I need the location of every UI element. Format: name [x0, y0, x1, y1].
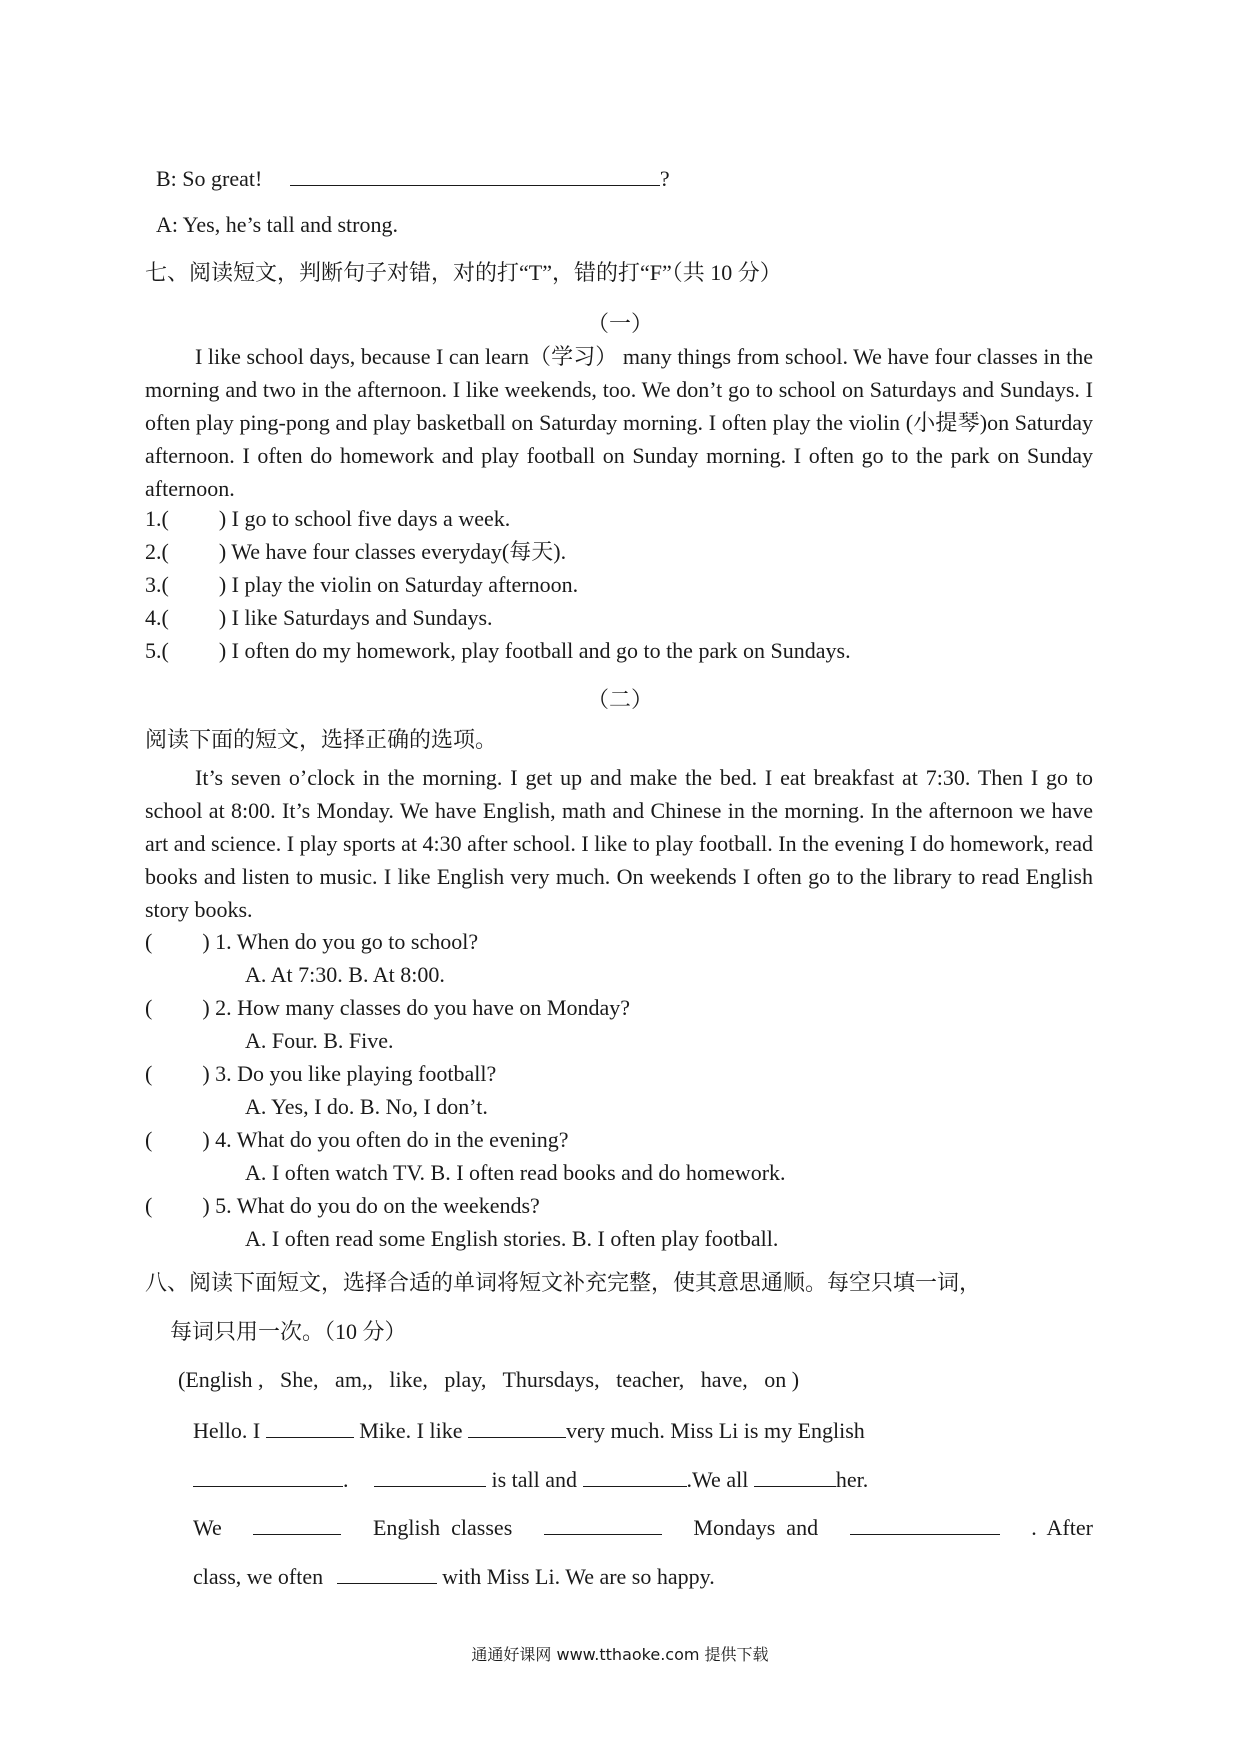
- question-paren: (: [145, 929, 153, 954]
- question-row: [145, 995, 630, 1021]
- cloze-blank[interactable]: [193, 1464, 343, 1487]
- dialog-b-text: B: So great!: [156, 166, 263, 191]
- question-row: [145, 1061, 496, 1087]
- cloze-text: Hello. I: [193, 1418, 261, 1443]
- cloze-line-2: [193, 1464, 868, 1493]
- item-number: 2.(: [145, 539, 169, 564]
- question-options: A. At 7:30. B. At 8:00.: [245, 962, 445, 987]
- list-item: [145, 638, 851, 664]
- question-options: A. I often watch TV. B. I often read books and do homework.: [245, 1160, 786, 1185]
- question-options: A. Yes, I do. B. No, I don’t.: [245, 1094, 488, 1119]
- cloze-text: .We all: [686, 1467, 749, 1492]
- question-text: ) 5. What do you do on the weekends?: [202, 1193, 540, 1218]
- item-text: ) We have four classes everyday(每天).: [218, 539, 567, 564]
- item-text: ) I go to school five days a week.: [218, 506, 511, 531]
- list-item: [145, 572, 578, 598]
- cloze-blank[interactable]: [266, 1415, 354, 1438]
- section8-heading-cont: 每词只用一次。（10 分）: [170, 1319, 407, 1344]
- item-number: 1.(: [145, 506, 169, 531]
- cloze-text: class, we often: [193, 1564, 324, 1589]
- part2-title: （二）: [586, 687, 653, 712]
- part1-title: （一）: [586, 311, 653, 336]
- cloze-text: Mondays and: [693, 1515, 819, 1540]
- question-text: ) 4. What do you often do in the evening?: [202, 1127, 569, 1152]
- item-number: 3.(: [145, 572, 169, 597]
- question-options: A. I often read some English stories. B. I often play football.: [245, 1226, 779, 1251]
- cloze-line-3: [193, 1512, 1093, 1541]
- question-paren: (: [145, 1127, 153, 1152]
- cloze-blank[interactable]: [544, 1512, 662, 1535]
- dialog-a-line: A: Yes, he’s tall and strong.: [156, 212, 398, 237]
- question-paren: (: [145, 1061, 153, 1086]
- cloze-text: English classes: [372, 1515, 513, 1540]
- cloze-text: Mike. I like: [359, 1418, 463, 1443]
- list-item: [145, 539, 566, 565]
- question-row: [145, 1193, 540, 1219]
- item-number: 4.(: [145, 605, 169, 630]
- word-bank: (English , She, am,, like, play, Thursdays, teacher, have, on ): [178, 1367, 800, 1392]
- question-options: A. Four. B. Five.: [245, 1028, 394, 1053]
- cloze-text: . After: [1031, 1515, 1093, 1540]
- item-text: ) I often do my homework, play football and go to the park on Sundays.: [218, 638, 851, 663]
- cloze-line-4: [193, 1561, 715, 1590]
- cloze-text: We: [193, 1515, 222, 1540]
- cloze-blank[interactable]: [583, 1464, 687, 1487]
- cloze-line-1: [193, 1415, 865, 1444]
- question-row: [145, 1127, 569, 1153]
- question-text: ) 3. Do you like playing football?: [202, 1061, 497, 1086]
- cloze-text: very much. Miss Li is my English: [565, 1418, 865, 1443]
- cloze-text: her.: [835, 1467, 869, 1492]
- cloze-blank[interactable]: [850, 1512, 1000, 1535]
- footer-source: 通通好课网 www.tthaoke.com 提供下载: [471, 1645, 769, 1664]
- cloze-text: with Miss Li. We are so happy.: [442, 1564, 715, 1589]
- section8-heading: 八、阅读下面短文，选择合适的单词将短文补充完整，使其意思通顺。每空只填一词，: [145, 1270, 982, 1295]
- cloze-blank[interactable]: [374, 1464, 486, 1487]
- cloze-blank[interactable]: [754, 1464, 836, 1487]
- part2-instruction: 阅读下面的短文，选择正确的选项。: [145, 727, 498, 752]
- question-row: [145, 929, 478, 955]
- item-number: 5.(: [145, 638, 169, 663]
- question-text: ) 1. When do you go to school?: [202, 929, 479, 954]
- cloze-blank[interactable]: [253, 1512, 341, 1535]
- answer-blank[interactable]: [290, 163, 660, 186]
- question-text: ) 2. How many classes do you have on Monday?: [202, 995, 631, 1020]
- item-text: ) I play the violin on Saturday afternoon.: [218, 572, 579, 597]
- cloze-text: is tall and: [491, 1467, 578, 1492]
- question-paren: (: [145, 995, 153, 1020]
- cloze-blank[interactable]: [468, 1415, 566, 1438]
- question-paren: (: [145, 1193, 153, 1218]
- passage2: It’s seven o’clock in the morning. I get up and make the bed. I eat breakfast at 7:30. Then I go to school at 8:00. It’s Monday. We have English, math and Chinese in the morning. In the afternoon we have art and science. I play sports at 4:30 after school. I like to play football. In the evening I do homework, read books and listen to music. I like English very much. On weekends I often go to the library to read English story books.: [145, 765, 1093, 922]
- passage1: I like school days, because I can learn（学习） many things from school. We have four classes in the morning and two in the afternoon. I like weekends, too. We don’t go to school on Saturdays and Sundays. I often play ping-pong and play basketball on Saturday morning. I often play the violin (小提琴)on Saturday afternoon. I often do homework and play football on Sunday morning. I often go to the park on Sunday afternoon.: [145, 344, 1093, 501]
- dialog-b-line: [156, 163, 670, 192]
- dialog-b-end: ?: [659, 166, 670, 191]
- cloze-text: .: [343, 1467, 349, 1492]
- list-item: [145, 506, 510, 532]
- item-text: ) I like Saturdays and Sundays.: [218, 605, 493, 630]
- section7-heading: 七、阅读短文，判断句子对错，对的打“T”，错的打“F”（共 10 分）: [145, 260, 782, 285]
- cloze-blank[interactable]: [337, 1561, 437, 1584]
- list-item: [145, 605, 493, 631]
